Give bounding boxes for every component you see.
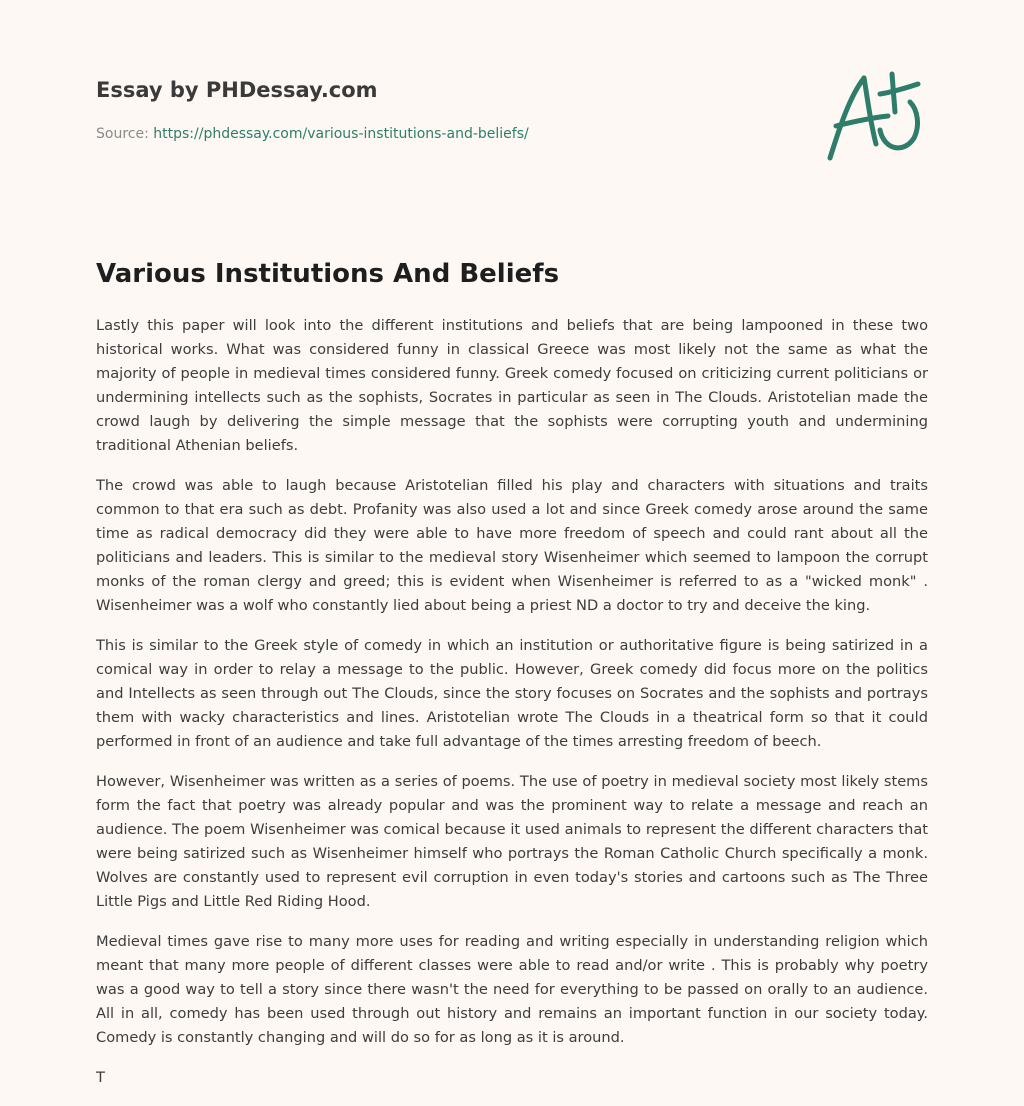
essay-paragraph: Lastly this paper will look into the different institutions and beliefs that are being lampooned in these two historical works. What was considered funny in classical Greece was most likely not the same as what the majority of people in medieval times considered funny. Greek comedy focused on criticizing current politicians or undermining intellects such as the sophists, Socrates in particular as seen in The Clouds. Aristotelian made the crowd laugh by delivering the simple message that the sophists were corrupting youth and undermining traditional Athenian beliefs. — [96, 317, 928, 454]
source-label: Source: — [96, 126, 149, 142]
essay-paragraph: Medieval times gave rise to many more uses for reading and writing especially in understanding religion which meant that many more people of different classes were able to read and/or write . This is probably why poetry was a good way to tell a story since there wasn't the need for everything to be passed on orally to an audience. All in all, comedy has been used through out history and remains an important function in our society today. Comedy is constantly changing and will do so for as long as it is around. — [96, 933, 928, 1046]
source-line — [96, 124, 796, 144]
essay-paragraph: T — [96, 1069, 105, 1086]
a-plus-logo-icon — [822, 66, 932, 166]
site-title: Essay by PHDessay.com — [96, 78, 378, 102]
header — [96, 72, 796, 144]
a-plus-logo-svg — [822, 66, 932, 166]
essay-paragraph: The crowd was able to laugh because Aristotelian filled his play and characters with situations and traits common to that era such as debt. Profanity was also used a lot and since Greek comedy arose around the same time as radical democracy did they were able to have more freedom of speech and could rant about all the politicians and leaders. This is similar to the medieval story Wisenheimer which seemed to lampoon the corrupt monks of the roman clergy and greed; this is evident when Wisenheimer is referred to as a "wicked monk" . Wisenheimer was a wolf who constantly lied about being a priest ND a doctor to try and deceive the king. — [96, 477, 928, 614]
source-link[interactable]: https://phdessay.com/various-institutions-and-beliefs/ — [153, 126, 529, 142]
document-title: Various Institutions And Beliefs — [96, 259, 560, 289]
essay-paragraph: However, Wisenheimer was written as a series of poems. The use of poetry in medieval society most likely stems form the fact that poetry was already popular and was the prominent way to relate a message and reach an audience. The poem Wisenheimer was comical because it used animals to represent the different characters that were being satirized such as Wisenheimer himself who portrays the Roman Catholic Church specifically a monk. Wolves are constantly used to represent evil corruption in even today's stories and cartoons such as The Three Little Pigs and Little Red Riding Hood. — [96, 773, 928, 910]
essay-paragraph: This is similar to the Greek style of comedy in which an institution or authoritative figure is being satirized in a comical way in order to relay a message to the public. However, Greek comedy did focus more on the politics and Intellects as seen through out The Clouds, since the story focuses on Socrates and the sophists and portrays them with wacky characteristics and lines. Aristotelian wrote The Clouds in a theatrical form so that it could performed in front of an audience and take full advantage of the times arresting freedom of beech. — [96, 637, 928, 750]
essay-body — [96, 314, 928, 1106]
